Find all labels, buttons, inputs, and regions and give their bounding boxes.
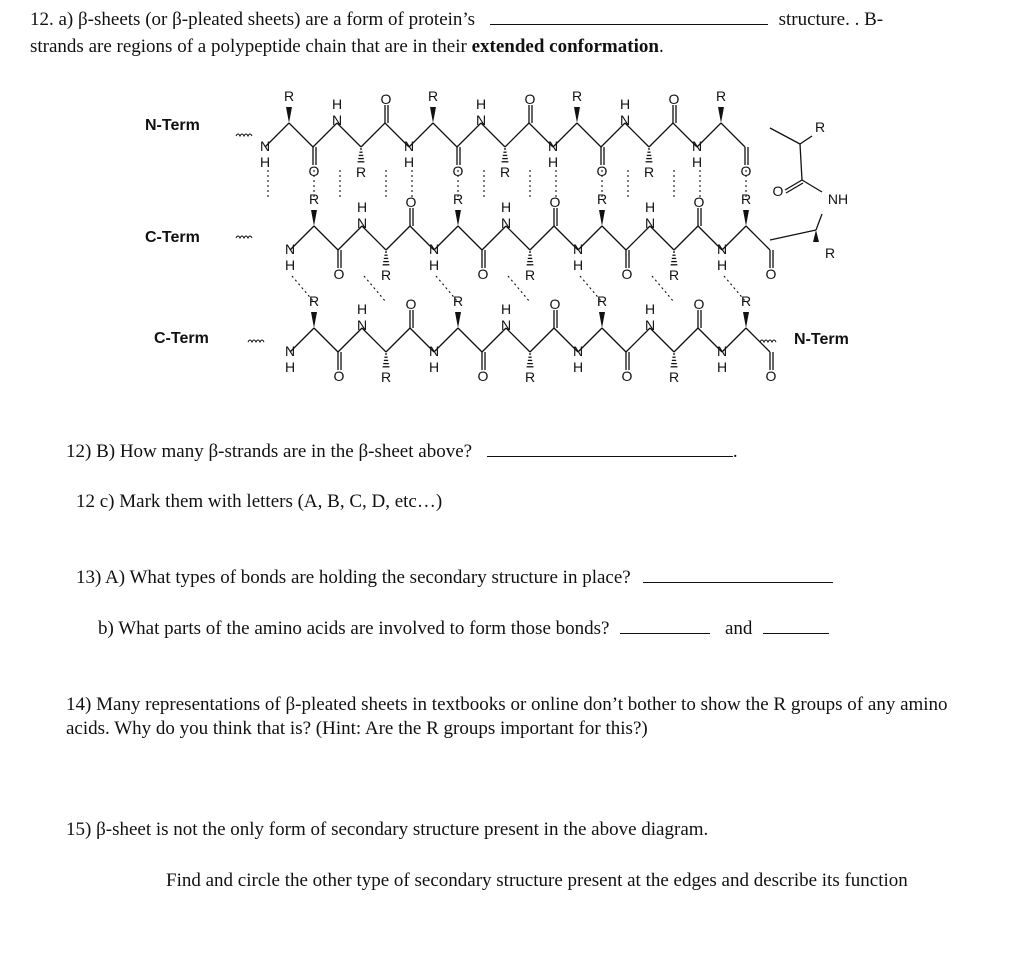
strand1-end-squiggle <box>236 134 252 136</box>
strand1-r-wedge <box>286 107 292 123</box>
strand1-r-group: R <box>355 164 367 180</box>
turn-r-wedge <box>813 230 819 242</box>
strand2-amide-hydrogen: H <box>572 257 584 273</box>
q13a-text: 13) A) What types of bonds are holding the secondary structure in place? <box>76 567 631 588</box>
beta-sheet-diagram <box>0 80 1012 390</box>
q15-line <box>66 818 708 842</box>
turn-bond <box>770 128 800 144</box>
strand2-r-group: R <box>308 191 320 207</box>
strand2-amide-hydrogen: H <box>356 199 368 215</box>
strand2-r-group: R <box>596 191 608 207</box>
strand2-end-squiggle <box>236 236 252 238</box>
strand1-carbonyl-oxygen: O <box>596 163 608 179</box>
strand1-backbone-bond <box>289 123 313 147</box>
strand2-backbone-bond <box>530 226 554 250</box>
strand3-nitrogen: N <box>356 317 368 333</box>
strand2-backbone-bond <box>458 226 482 250</box>
strand3-nitrogen: N <box>644 317 656 333</box>
strand1-r-group: R <box>643 164 655 180</box>
strand3-nitrogen: N <box>500 317 512 333</box>
strand2-r-group: R <box>524 267 536 283</box>
strand2-carbonyl-oxygen: O <box>621 266 633 282</box>
strand2-nitrogen: N <box>644 215 656 231</box>
strand2-backbone-bond <box>602 226 626 250</box>
strand3-nitrogen: N <box>716 343 728 359</box>
strand3-amide-hydrogen: H <box>644 301 656 317</box>
strand1-carbonyl-oxygen: O <box>380 91 392 107</box>
q13b-text: b) What parts of the amino acids are involved to form those bonds? <box>98 618 610 639</box>
q13b-line <box>98 617 829 641</box>
q12a-structure-blank[interactable] <box>490 10 768 25</box>
q12b-answer-blank[interactable] <box>487 442 733 457</box>
strand2-carbonyl-oxygen: O <box>549 194 561 210</box>
strand2-carbonyl-oxygen: O <box>477 266 489 282</box>
strand3-carbonyl-oxygen: O <box>621 368 633 384</box>
strand1-r-group: R <box>571 88 583 104</box>
strand1-carbonyl-oxygen: O <box>668 91 680 107</box>
strand3-r-group: R <box>308 293 320 309</box>
strand1-nitrogen: N <box>259 138 271 154</box>
turn-bond <box>800 136 812 144</box>
q12a-line2-bold: extended conformation <box>471 36 659 57</box>
strand1-r-group: R <box>283 88 295 104</box>
q14-paragraph: 14) Many representations of β-pleated sheets in textbooks or online don’t bother to show the R groups of any amino acids. Why do you think that is? (Hint: Are the R groups important for this?) <box>66 694 948 739</box>
strand2-nitrogen: N <box>500 215 512 231</box>
strand3-backbone-bond <box>530 328 554 352</box>
strand2-amide-hydrogen: H <box>716 257 728 273</box>
strand1-carbonyl-oxygen: O <box>740 163 752 179</box>
strand2-r-wedge <box>311 210 317 226</box>
strand2-nitrogen: N <box>284 241 296 257</box>
strand2-nitrogen: N <box>572 241 584 257</box>
strand2-c-term-label: C-Term <box>145 229 200 246</box>
strand3-r-wedge <box>743 312 749 328</box>
q13a-line <box>76 566 833 590</box>
strand3-amide-hydrogen: H <box>428 359 440 375</box>
strand3-nitrogen: N <box>284 343 296 359</box>
strand2-carbonyl-oxygen: O <box>405 194 417 210</box>
strand3-carbonyl-oxygen: O <box>549 296 561 312</box>
strand2-amide-hydrogen: H <box>644 199 656 215</box>
q13b-answer-blank-2[interactable] <box>763 619 829 634</box>
strand1-nitrogen: N <box>691 138 703 154</box>
strand3-backbone-bond <box>386 328 410 352</box>
strand3-backbone-bond <box>458 328 482 352</box>
strand3-carbonyl-oxygen: O <box>477 368 489 384</box>
q12a-line1-prefix: 12. a) β-sheets (or β-pleated sheets) are a form of protein’s <box>30 9 476 30</box>
strand2-carbonyl-oxygen: O <box>333 266 345 282</box>
strand2-r-wedge <box>743 210 749 226</box>
q12c-line <box>76 490 442 514</box>
strand1-carbonyl-oxygen: O <box>452 163 464 179</box>
strand3-amide-hydrogen: H <box>356 301 368 317</box>
strand3-r-wedge <box>599 312 605 328</box>
q12a-line1 <box>30 8 883 32</box>
strand1-nitrogen: N <box>619 112 631 128</box>
strand2-r-group: R <box>668 267 680 283</box>
strand3-nitrogen: N <box>428 343 440 359</box>
strand2-backbone-bond <box>746 226 770 250</box>
strand1-r-group: R <box>499 164 511 180</box>
strand3-backbone-bond <box>674 328 698 352</box>
strand3-right-squiggle <box>760 340 776 342</box>
q13b-answer-blank-1[interactable] <box>620 619 710 634</box>
turn-amide-nh: NH <box>827 191 849 207</box>
q12a-line1-suffix: structure. . B- <box>778 9 884 30</box>
q12b-text: 12) B) How many β-strands are in the β-sheet above? <box>66 441 473 462</box>
turn-bond <box>800 144 802 180</box>
strand3-r-group: R <box>524 369 536 385</box>
strand1-backbone-bond <box>433 123 457 147</box>
strand3-c-term-label: C-Term <box>154 330 209 347</box>
turn-r-group: R <box>824 245 836 261</box>
strand2-amide-hydrogen: H <box>500 199 512 215</box>
q12a-line2 <box>30 35 664 59</box>
strand2-r-wedge <box>599 210 605 226</box>
q13b-and: and <box>724 618 753 639</box>
strand2-r-group: R <box>452 191 464 207</box>
strand2-nitrogen: N <box>356 215 368 231</box>
strand3-nitrogen: N <box>572 343 584 359</box>
q12b-end: . <box>732 441 738 462</box>
strand2-r-wedge <box>455 210 461 226</box>
q12a-line2-end: . <box>658 36 664 57</box>
turn-carbonyl-oxygen: O <box>772 183 784 199</box>
strand3-carbonyl-oxygen: O <box>693 296 705 312</box>
strand1-backbone-bond <box>649 123 673 147</box>
strand1-backbone-bond <box>505 123 529 147</box>
strand3-r-wedge <box>455 312 461 328</box>
strand2-carbonyl-oxygen: O <box>693 194 705 210</box>
q12b-line <box>66 440 738 464</box>
strand3-amide-hydrogen: H <box>716 359 728 375</box>
strand1-backbone-bond <box>577 123 601 147</box>
turn-bond <box>802 180 822 192</box>
strand2-backbone-bond <box>314 226 338 250</box>
turn-bond <box>816 214 822 230</box>
strand1-amide-hydrogen: H <box>331 96 343 112</box>
turn-bond <box>770 230 816 240</box>
strand3-r-group: R <box>380 369 392 385</box>
strand1-carbonyl-oxygen: O <box>308 163 320 179</box>
strand2-backbone-bond <box>386 226 410 250</box>
strand1-nitrogen: N <box>403 138 415 154</box>
strand2-backbone-bond <box>674 226 698 250</box>
strand1-amide-hydrogen: H <box>547 154 559 170</box>
strand3-carbonyl-oxygen: O <box>765 368 777 384</box>
strand3-carbonyl-oxygen: O <box>405 296 417 312</box>
q15-text: 15) β-sheet is not the only form of secondary structure present in the above diagram. <box>66 819 709 840</box>
q12a-line2-prefix: strands are regions of a polypeptide chain that are in their <box>30 36 467 57</box>
strand3-amide-hydrogen: H <box>284 359 296 375</box>
strand3-amide-hydrogen: H <box>500 301 512 317</box>
strand1-amide-hydrogen: H <box>619 96 631 112</box>
strand1-r-group: R <box>427 88 439 104</box>
strand3-r-wedge <box>311 312 317 328</box>
strand2-carbonyl-oxygen: O <box>765 266 777 282</box>
turn-top-r-group: R <box>814 119 826 135</box>
strand1-nitrogen: N <box>475 112 487 128</box>
strand1-r-wedge <box>718 107 724 123</box>
strand3-amide-hydrogen: H <box>572 359 584 375</box>
strand3-backbone-bond <box>602 328 626 352</box>
strand3-r-group: R <box>452 293 464 309</box>
strand3-end-squiggle <box>248 340 264 342</box>
strand1-amide-hydrogen: H <box>259 154 271 170</box>
q12c-text: 12 c) Mark them with letters (A, B, C, D, etc…) <box>76 491 443 512</box>
strand1-amide-hydrogen: H <box>691 154 703 170</box>
q15-sub: Find and circle the other type of secondary structure present at the edges and describe its function <box>166 870 908 891</box>
strand2-r-group: R <box>380 267 392 283</box>
strand2-nitrogen: N <box>716 241 728 257</box>
strand3-backbone-bond <box>314 328 338 352</box>
strand1-amide-hydrogen: H <box>403 154 415 170</box>
strand3-carbonyl-oxygen: O <box>333 368 345 384</box>
strand1-r-wedge <box>574 107 580 123</box>
strand3-n-term-label: N-Term <box>794 331 849 348</box>
strand1-amide-hydrogen: H <box>475 96 487 112</box>
strand2-r-group: R <box>740 191 752 207</box>
strand1-backbone-bond <box>721 123 745 147</box>
strand3-r-group: R <box>596 293 608 309</box>
strand1-carbonyl-oxygen: O <box>524 91 536 107</box>
strand1-nitrogen: N <box>331 112 343 128</box>
strand1-n-term-label: N-Term <box>145 117 200 134</box>
strand1-backbone-bond <box>361 123 385 147</box>
strand3-r-group: R <box>668 369 680 385</box>
strand1-nitrogen: N <box>547 138 559 154</box>
strand2-nitrogen: N <box>428 241 440 257</box>
strand1-r-group: R <box>715 88 727 104</box>
strand3-r-group: R <box>740 293 752 309</box>
strand1-r-wedge <box>430 107 436 123</box>
q13a-answer-blank[interactable] <box>643 568 833 583</box>
strand2-amide-hydrogen: H <box>428 257 440 273</box>
strand2-amide-hydrogen: H <box>284 257 296 273</box>
